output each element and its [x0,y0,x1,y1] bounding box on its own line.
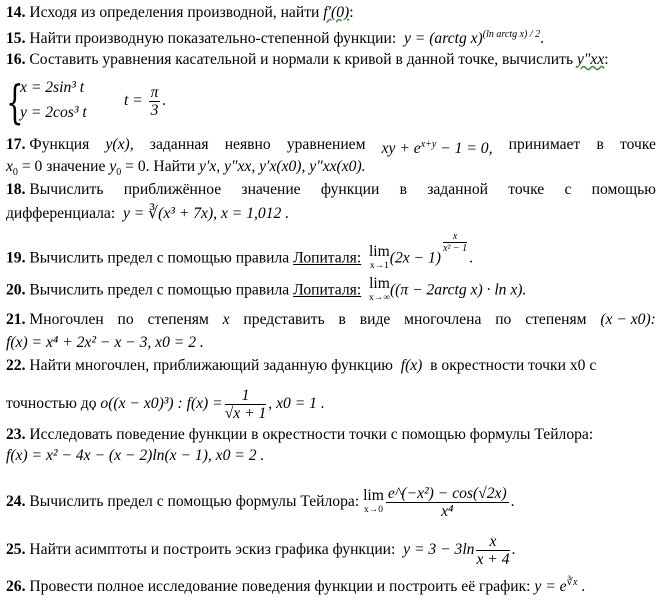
punct: . [469,249,474,267]
formula: y = (arctg x) [403,30,483,48]
item-18-line-1 [6,181,656,199]
item-number: 18. [6,181,26,198]
item-number: 25. [6,541,26,559]
item-text: Провести полное исследование поведения функции и построить её график: [29,578,531,596]
formula: , x0 = 1 . [268,395,325,413]
denominator: x⁴ [441,503,454,520]
punct: . [511,541,516,559]
item-text: Исходя из определения производной, найти [29,4,320,21]
limit [369,277,390,305]
t-label: t = [124,92,147,110]
punct: . [581,578,586,596]
denominator: √x + 1 [224,405,267,422]
formula-exponent: ∛x [566,577,578,588]
word: принимает [508,136,581,153]
item-text: дифференциала: [6,205,116,222]
word: неявно [224,136,271,153]
word: помощью [591,181,656,198]
fraction [386,485,509,520]
fraction [149,84,161,119]
word: до [80,395,97,413]
word: с [564,181,572,198]
word: Вычислить [29,181,104,198]
word: в [399,181,407,198]
item-number: 17. [6,136,26,153]
t-value [124,84,166,119]
limit [369,245,390,273]
item-20 [6,277,526,305]
item-number: 26. [6,578,26,596]
punct: . [510,493,515,511]
item-text: = 0 значение [21,158,106,175]
item-number: 19. [6,249,26,267]
item-17-line-2: $x_0 = 0$ значение $y_0 = 0$. Найти y′x, y″xx, y′x(x0), y″xx(x0). [6,158,366,179]
item-16 [6,51,609,69]
punct: . [162,92,167,110]
word: Функция [29,136,90,153]
item-18-line-2 [6,205,289,223]
formula: xy + e [381,140,421,158]
item-23-formula: f(x) = x² − 4x − (x − 2)ln(x − 1), x0 = 2 . [6,447,265,464]
item-number: 23. [6,426,26,443]
word: в [596,136,604,153]
item-22-line-2 [6,387,325,422]
item-number: 20. [6,281,26,299]
punct: : [349,4,354,21]
fraction [476,533,509,568]
item-number: 22. [6,357,26,374]
item-text: Вычислить предел с помощью правила [29,249,290,267]
lopital-link: Лопиталя: [293,249,362,267]
word: Многочлен [29,311,104,328]
numerator: e^(−x²) − cos(√2x) [387,485,507,502]
item-number: 21. [6,311,26,328]
item-text: Исследовать поведение функции в окрестности точки с помощью формулы Тейлора: [29,426,594,443]
numerator: x [476,533,509,551]
formula: ((π − 2arctg x) · ln x). [389,281,527,299]
lim-word: lim [363,486,384,504]
word: степеням [525,311,587,328]
item-19 [6,231,474,273]
item-21-formula: f(x) = x⁴ + 2x² − x − 3, x0 = 2 . [6,334,204,351]
word: в [338,311,346,328]
item-number: 24. [6,493,26,511]
word: приближённое [123,181,222,198]
item-24 [6,485,515,520]
system-eq-2: y = 2cos³ t [20,104,87,121]
item-text: Вычислить предел с помощью формулы Тейлора: [29,493,360,511]
system-eq-1: x = 2sin³ t [20,79,85,96]
formula: y″xx [576,51,605,68]
item-text: Найти асимптоты и построить эскиз графика функции: [29,541,396,559]
exponent-fraction [443,231,467,254]
word: точке [619,136,656,153]
word: по [117,311,134,328]
word: уравнением [286,136,366,153]
item-text: в окрестности точки x0 с [430,357,597,374]
lim-subscript: x→1 [369,261,389,271]
item-number: 16. [6,51,26,68]
numerator: 1 [225,387,267,405]
numerator: π [150,84,159,101]
formula: y(x), [105,136,134,153]
item-text: Найти производную показательно-степенной функции: [29,30,397,48]
word: (x − x0): [600,311,656,328]
formula: y = e [534,578,567,596]
punct: : [604,51,609,68]
word: функции [320,181,380,198]
item-text: = 0. Найти [125,158,196,175]
item-22-line-1 [6,357,596,375]
formula: y [109,158,117,175]
word: точке [508,181,545,198]
lim-subscript: x→∞ [368,293,390,303]
denominator: x + 4 [476,551,510,568]
item-text: Составить уравнения касательной и нормали к кривой в данной точке, вычислить [29,51,574,68]
item-number: 14. [6,4,26,21]
punct: . [540,30,545,48]
word: заданной [427,181,488,198]
formula: y = ∛(x³ + 7x), x = 1,012 . [122,205,290,222]
word: точностью [6,395,77,413]
formula: f′(0) [323,4,350,21]
item-text: Найти многочлен, приближающий заданную функцию [29,357,393,374]
formula: f(x) [400,357,423,374]
formula: (2x − 1) [389,249,441,267]
lim-subscript: x→0 [363,504,383,515]
formula: o((x − x0)³) : f(x) = [100,395,223,413]
word: степеням [147,311,209,328]
denominator: 3 [150,102,159,119]
system-brace: { [6,75,24,129]
formula: − 1 = 0, [440,140,493,158]
word: значение [241,181,301,198]
word: виде [359,311,391,328]
item-21-line-1 [6,311,656,329]
formula: x [6,158,13,175]
item-26 [6,574,585,596]
numerator: x [443,231,467,243]
item-14 [6,4,354,22]
item-number: 15. [6,30,26,48]
item-15 [6,26,544,48]
limit [363,486,384,517]
word: по [495,311,512,328]
word: x [222,311,230,328]
word: заданная [149,136,209,153]
fraction [225,387,267,422]
word: представить [243,311,325,328]
item-17-line-1 [6,136,656,158]
formula: y′x, y″xx, y′x(x0), y″xx(x0). [199,158,366,175]
formula-exponent: x+y [420,139,437,150]
lim-word: lim [368,243,390,260]
formula-exponent: (ln arctg x) / 2 [482,29,541,40]
formula: y = 3 − 3ln [403,541,475,559]
item-23-line-1 [6,426,593,444]
lim-word: lim [369,275,390,292]
item-text: Вычислить предел с помощью правила [29,281,290,299]
item-25 [6,533,515,568]
denominator: x² − 1 [442,243,468,254]
word: многочлена [404,311,482,328]
lopital-link: Лопиталя: [293,281,362,299]
